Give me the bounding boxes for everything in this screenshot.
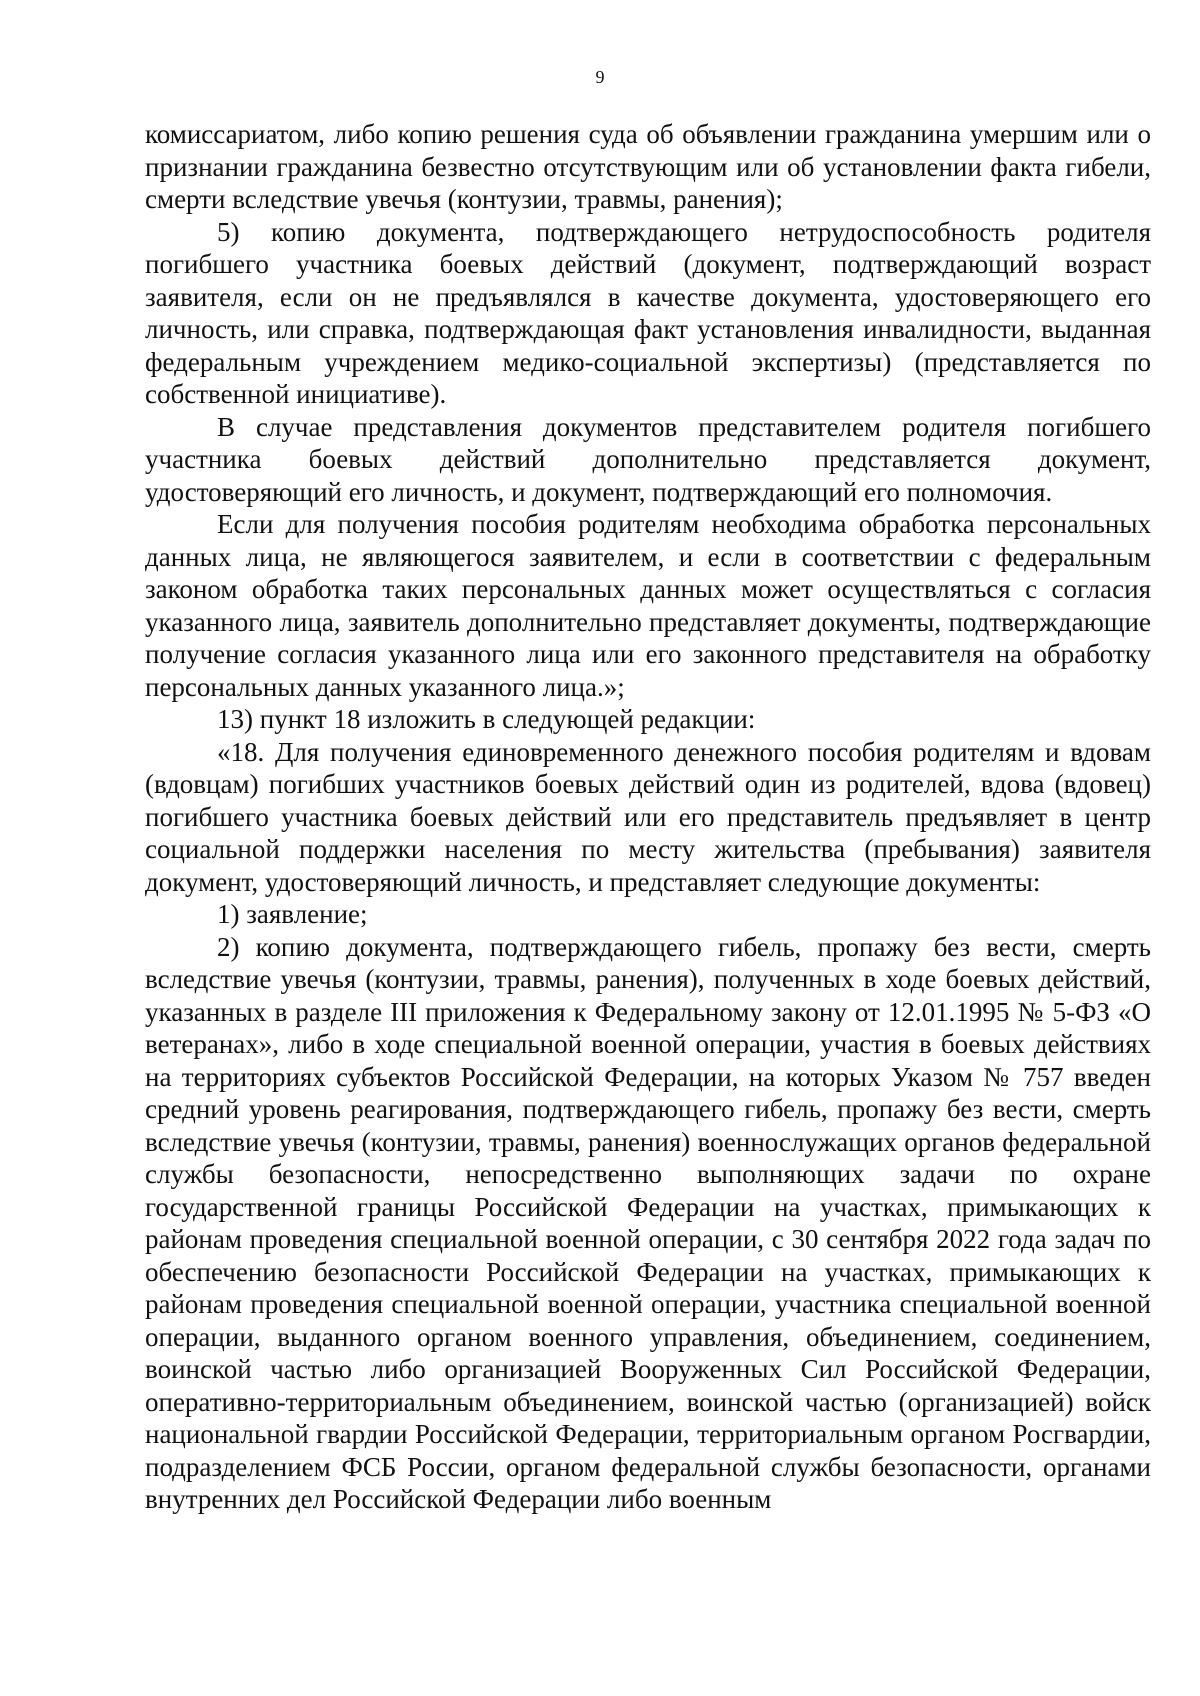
paragraph-item-5: 5) копию документа, подтверждающего нетрудоспособность родителя погибшего участника боевых действий (документ, подтверждающий возраст заявителя, если он не предъявлялся в качестве документа, удостоверяющего его личность, или справка, подтверждающая факт установления инвалидности, выданная федеральным учреждением медико-социальной экспертизы) (представляется по собственной инициативе). [145,216,1151,409]
paragraph-item-1: 1) заявление; [217,899,368,929]
paragraph-item-2: 2) копию документа, подтверждающего гибель, пропажу без вести, смерть вследствие увечья (контузии, травмы, ранения), полученных в ходе боевых действий, указанных в разделе III приложения к Федеральному закону от 12.01.1995 № 5-ФЗ «О ветеранах», либо в ходе специальной военной операции, участия в боевых действиях на территориях субъектов Российской Федерации, на которых Указом № 757 введен средний уровень реагирования, подтверждающего гибель, пропажу без вести, смерть вследствие увечья (контузии, травмы, ранения) военнослужащих органов федеральной службы безопасности, непосредственно выполняющих задачи по охране государственной границы Российской Федерации на участках, примыкающих к районам проведения специальной военной операции, с 30 сентября 2022 года задач по обеспечению безопасности Российской Федерации на участках, примыкающих к районам проведения специальной военной операции, участника специальной военной операции, выданного органом военного управления, объединением, соединением, воинской частью либо организацией Вооруженных Сил Российской Федерации, оперативно-территориальным объединением, воинской частью (организацией) войск национальной гвардии Российской Федерации, территориальным органом Росгвардии, подразделением ФСБ России, органом федеральной службы безопасности, органами внутренних дел Российской Федерации либо военным [145,931,1151,1514]
paragraph-representative: В случае представления документов представителем родителя погибшего участника боевых действий дополнительно представляется документ, удостоверяющий его личность, и документ, подтверждающий его полномочия. [145,411,1151,507]
paragraph-personal-data: Если для получения пособия родителям необходима обработка персональных данных лица, не являющегося заявителем, и если в соответствии с федеральным законом обработка таких персональных данных может осуществляться с согласия указанного лица, заявитель дополнительно представляет документы, подтверждающие получение согласия указанного лица или его законного представителя на обработку персональных данных указанного лица.»; [145,509,1151,702]
document-body [145,118,1151,1516]
paragraph-item-13: 13) пункт 18 изложить в следующей редакции: [217,704,756,734]
page-number: 9 [595,67,605,87]
paragraph-clause-18: «18. Для получения единовременного денежного пособия родителям и вдовам (вдовцам) погибших участников боевых действий один из родителей, вдова (вдовец) погибшего участника боевых действий или его представитель предъявляет в центр социальной поддержки населения по месту жительства (пребывания) заявителя документ, удостоверяющий личность, и представляет следующие документы: [145,736,1151,897]
paragraph-continuation: комиссариатом, либо копию решения суда об объявлении гражданина умершим или о признании гражданина безвестно отсутствующим или об установлении факта гибели, смерти вследствие увечья (контузии, травмы, ранения); [145,119,1151,214]
